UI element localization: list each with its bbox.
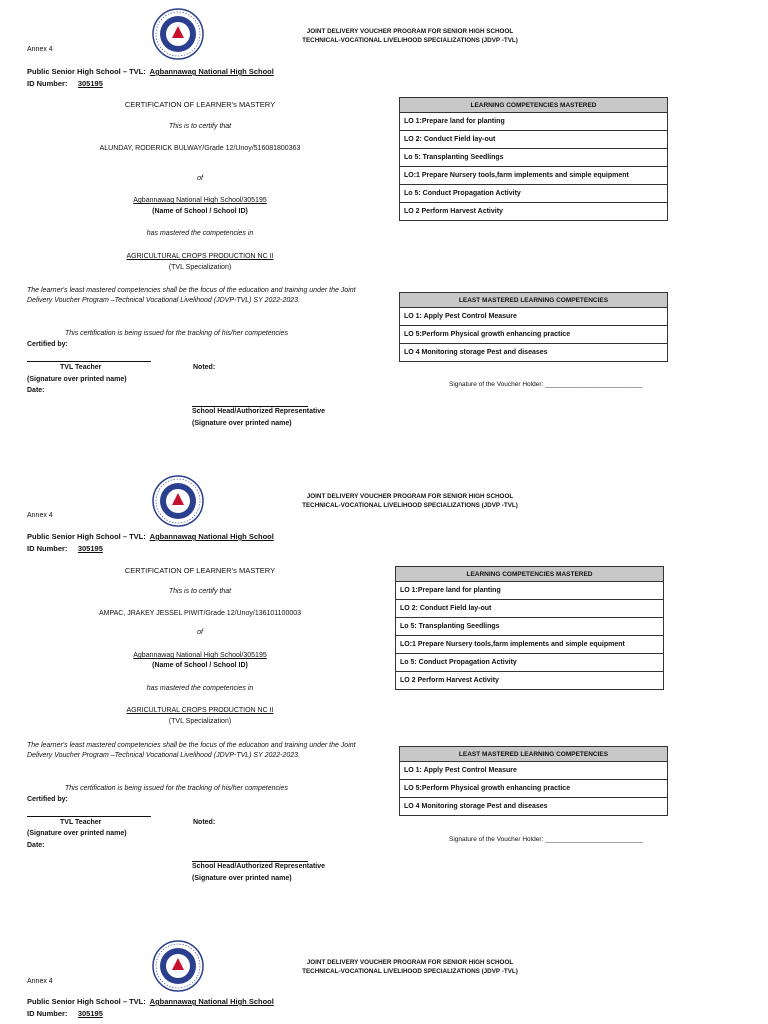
of-text: of (197, 175, 203, 182)
table-row: LO 1: Apply Pest Control Measure (400, 308, 668, 326)
table-row: LO 5:Perform Physical growth enhancing practice (400, 780, 668, 798)
mastered-text: has mastered the competencies in (146, 685, 254, 692)
id-number: 305195 (77, 1009, 103, 1018)
specialization-caption: (TVL Specialization) (168, 264, 232, 271)
program-title: JOINT DELIVERY VOUCHER PROGRAM FOR SENIOR HIGH SCHOOL TECHNICAL-VOCATIONAL LIVELIHOOD SPECIALIZATIONS (JDVP -TVL) (302, 28, 518, 44)
noted-label: Noted: (193, 819, 216, 826)
teacher-label: TVL Teacher (60, 364, 102, 371)
table-row: Lo 5: Conduct Propagation Activity (400, 185, 668, 203)
annex-label: Annex 4 (27, 978, 53, 985)
table-row: LO 1: Apply Pest Control Measure (400, 762, 668, 780)
program-title: JOINT DELIVERY VOUCHER PROGRAM FOR SENIOR HIGH SCHOOL TECHNICAL-VOCATIONAL LIVELIHOOD SPECIALIZATIONS (JDVP -TVL) (302, 959, 518, 975)
table-row: Lo 5: Conduct Propagation Activity (396, 654, 664, 672)
teacher-signature-line (27, 816, 151, 817)
mastered-table-header: LEARNING COMPETENCIES MASTERED (396, 567, 664, 582)
issued-text: This certification is being issued for the tracking of his/her competencies (65, 785, 288, 792)
school-caption: (Name of School / School ID) (152, 208, 248, 215)
annex-label: Annex 4 (27, 46, 53, 53)
certify-text: This is to certify that (168, 588, 232, 595)
mastered-competencies-table (395, 566, 664, 690)
specialization: AGRICULTURAL CROPS PRODUCTION NC II (126, 707, 274, 714)
teacher-label: TVL Teacher (60, 819, 102, 826)
noted-label: Noted: (193, 364, 216, 371)
certificate-title: CERTIFICATION OF LEARNER's MASTERY (124, 566, 276, 575)
teacher-signature-caption: (Signature over printed name) (27, 376, 127, 383)
table-row: Lo 5: Transplanting Seedlings (400, 149, 668, 167)
table-row: LO:1 Prepare Nursery tools,farm implements and simple equipment (400, 167, 668, 185)
school-line: Public Senior High School – TVL: Agbannawag National High School (27, 997, 274, 1006)
certificate-title: CERTIFICATION OF LEARNER's MASTERY (124, 100, 276, 109)
school-with-id: Agbannawag National High School/305195 (133, 197, 267, 204)
teacher-signature-line (27, 361, 151, 362)
certificate-section-2 (0, 465, 768, 925)
program-title: JOINT DELIVERY VOUCHER PROGRAM FOR SENIOR HIGH SCHOOL TECHNICAL-VOCATIONAL LIVELIHOOD SPECIALIZATIONS (JDVP -TVL) (302, 493, 518, 509)
issued-text: This certification is being issued for the tracking of his/her competencies (65, 330, 288, 337)
id-line: ID Number: 305195 (27, 79, 103, 88)
head-label: School Head/Authorized Representative (192, 863, 326, 870)
table-row: LO 5:Perform Physical growth enhancing practice (400, 326, 668, 344)
school-with-id: Agbannawag National High School/305195 (133, 652, 267, 659)
id-number: 305195 (77, 544, 103, 553)
deped-seal-icon (152, 940, 204, 992)
table-row: Lo 5: Transplanting Seedlings (396, 618, 664, 636)
mastered-table-header: LEARNING COMPETENCIES MASTERED (400, 98, 668, 113)
focus-paragraph: The learner's least mastered competencies shall be the focus of the education and training under the Joint Delivery Voucher Program –Technical Vocational Livelihood (JDVP-TVL) SY 2022-2023. (27, 287, 356, 304)
table-row: LO 2: Conduct Field lay-out (400, 131, 668, 149)
table-row: LO 2 Perform Harvest Activity (396, 672, 664, 690)
least-mastered-competencies-table (399, 746, 668, 816)
head-signature-line (192, 861, 308, 862)
school-name: Agbannawag National High School (149, 532, 274, 541)
date-label: Date: (27, 842, 45, 849)
table-row: LO 2: Conduct Field lay-out (396, 600, 664, 618)
least-table-header: LEAST MASTERED LEARNING COMPETENCIES (400, 293, 668, 308)
focus-paragraph: The learner's least mastered competencies shall be the focus of the education and training under the Joint Delivery Voucher Program –Technical Vocational Livelihood (JDVP-TVL) SY 2022-2023. (27, 742, 356, 759)
learner-name: AMPAC, JRAKEY JESSEL PIWIT/Grade 12/Unoy/136101100003 (98, 610, 302, 617)
school-line: Public Senior High School – TVL: Agbannawag National High School (27, 67, 274, 76)
table-row: LO 4 Monitoring storage Pest and diseases (400, 798, 668, 816)
table-row: LO:1 Prepare Nursery tools,farm implements and simple equipment (396, 636, 664, 654)
teacher-signature-caption: (Signature over printed name) (27, 830, 127, 837)
certified-by: Certified by: (27, 796, 68, 803)
annex-label: Annex 4 (27, 512, 53, 519)
table-row: LO 2 Perform Harvest Activity (400, 203, 668, 221)
mastered-text: has mastered the competencies in (146, 230, 254, 237)
head-signature-caption: (Signature over printed name) (192, 420, 292, 427)
deped-seal-icon (152, 475, 204, 527)
head-signature-caption: (Signature over printed name) (192, 875, 292, 882)
certificate-section-1 (0, 0, 768, 455)
specialization: AGRICULTURAL CROPS PRODUCTION NC II (126, 253, 274, 260)
table-row: LO 1:Prepare land for planting (400, 113, 668, 131)
least-table-header: LEAST MASTERED LEARNING COMPETENCIES (400, 747, 668, 762)
head-label: School Head/Authorized Representative (192, 408, 326, 415)
least-mastered-competencies-table (399, 292, 668, 362)
voucher-holder-signature: Signature of the Voucher Holder: ___________________________ (449, 836, 643, 843)
school-line: Public Senior High School – TVL: Agbannawag National High School (27, 532, 274, 541)
specialization-caption: (TVL Specialization) (168, 718, 232, 725)
voucher-holder-signature: Signature of the Voucher Holder: ___________________________ (449, 381, 643, 388)
head-signature-line (192, 406, 308, 407)
school-name: Agbannawag National High School (149, 67, 274, 76)
school-name: Agbannawag National High School (149, 997, 274, 1006)
table-row: LO 4 Monitoring storage Pest and diseases (400, 344, 668, 362)
id-line: ID Number: 305195 (27, 1009, 103, 1018)
deped-seal-icon (152, 8, 204, 60)
mastered-competencies-table (399, 97, 668, 221)
school-caption: (Name of School / School ID) (152, 662, 248, 669)
learner-name: ALUNDAY, RODERICK BULWAY/Grade 12/Unoy/516081800363 (99, 145, 301, 152)
of-text: of (197, 629, 203, 636)
table-row: LO 1:Prepare land for planting (396, 582, 664, 600)
id-number: 305195 (77, 79, 103, 88)
certify-text: This is to certify that (168, 123, 232, 130)
date-label: Date: (27, 387, 45, 394)
certificate-section-3 (0, 930, 768, 1024)
certified-by: Certified by: (27, 341, 68, 348)
id-line: ID Number: 305195 (27, 544, 103, 553)
